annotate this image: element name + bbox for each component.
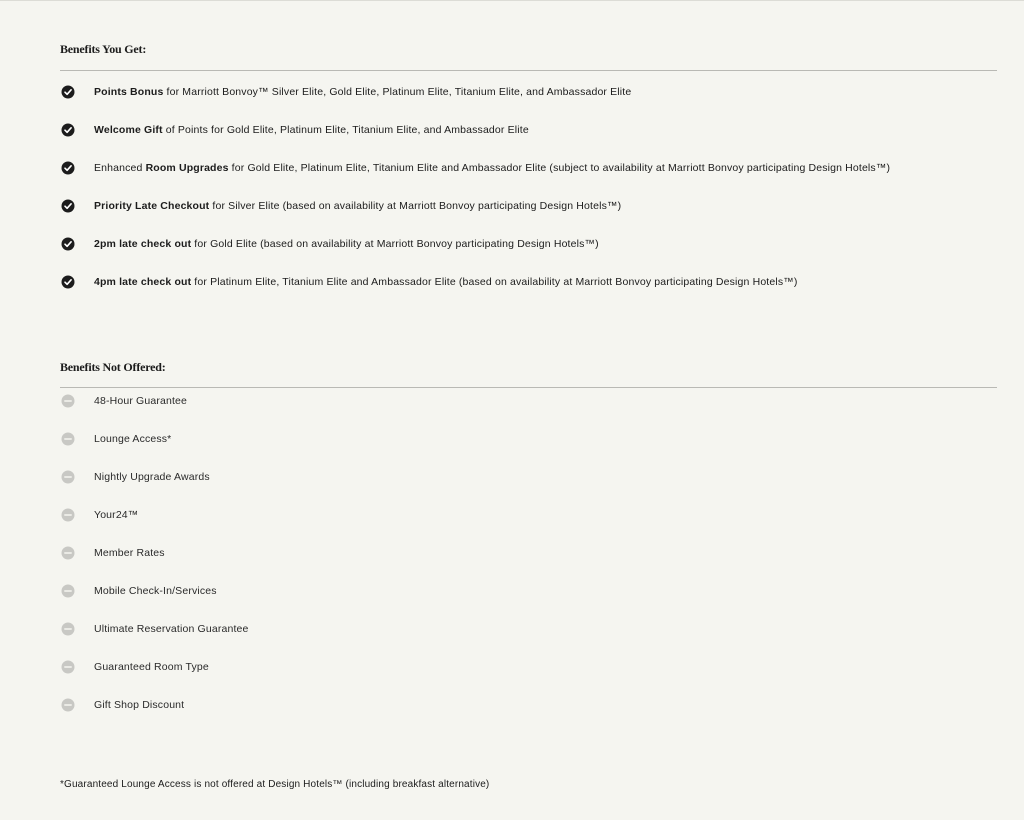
- unavailable-benefit-item: [60, 420, 249, 458]
- benefit-text: Enhanced Room Upgrades for Gold Elite, Platinum Elite, Titanium Elite and Ambassador Elite (subject to availability at Marriott Bonvoy participating Design Hotels™): [94, 162, 891, 174]
- unavailable-benefit-item: [60, 458, 249, 496]
- minus-circle-icon: [61, 660, 75, 674]
- unavailable-benefit-item: [60, 496, 249, 534]
- benefit-item: [60, 225, 890, 263]
- minus-circle-icon: [61, 394, 75, 408]
- unavailable-benefit-item: [60, 686, 249, 724]
- check-circle-icon: [61, 85, 75, 99]
- minus-circle-icon: [61, 584, 75, 598]
- minus-circle-icon: [61, 622, 75, 636]
- minus-circle-icon: [61, 508, 75, 522]
- benefits-offered-heading: Benefits You Get:: [60, 42, 147, 56]
- unavailable-benefit-text: Mobile Check-In/Services: [94, 585, 217, 597]
- benefit-text: Priority Late Checkout for Silver Elite (based on availability at Marriott Bonvoy participating Design Hotels™): [94, 200, 622, 212]
- unavailable-benefit-item: [60, 572, 249, 610]
- unavailable-benefit-text: Lounge Access*: [94, 433, 172, 445]
- unavailable-benefit-text: Gift Shop Discount: [94, 699, 185, 711]
- benefit-text: 4pm late check out for Platinum Elite, Titanium Elite and Ambassador Elite (based on availability at Marriott Bonvoy participating Design Hotels™): [94, 276, 798, 288]
- unavailable-benefit-text: 48-Hour Guarantee: [94, 395, 188, 407]
- benefits-not-offered-heading: Benefits Not Offered:: [60, 360, 166, 374]
- benefits-offered-divider: [60, 70, 997, 71]
- benefit-item: [60, 263, 890, 301]
- benefit-item: [60, 187, 890, 225]
- benefit-text: Points Bonus for Marriott Bonvoy™ Silver Elite, Gold Elite, Platinum Elite, Titanium Elite, and Ambassador Elite: [94, 86, 632, 98]
- unavailable-benefit-text: Member Rates: [94, 547, 165, 559]
- minus-circle-icon: [61, 546, 75, 560]
- minus-circle-icon: [61, 470, 75, 484]
- check-circle-icon: [61, 161, 75, 175]
- check-circle-icon: [61, 123, 75, 137]
- check-circle-icon: [61, 199, 75, 213]
- check-circle-icon: [61, 275, 75, 289]
- minus-circle-icon: [61, 698, 75, 712]
- benefits-not-offered-list: [60, 382, 249, 724]
- unavailable-benefit-item: [60, 382, 249, 420]
- benefit-text: 2pm late check out for Gold Elite (based on availability at Marriott Bonvoy participating Design Hotels™): [94, 238, 599, 250]
- check-circle-icon: [61, 237, 75, 251]
- minus-circle-icon: [61, 432, 75, 446]
- benefit-item: [60, 111, 890, 149]
- benefit-text: Welcome Gift of Points for Gold Elite, Platinum Elite, Titanium Elite, and Ambassador Elite: [94, 124, 529, 136]
- unavailable-benefit-text: Ultimate Reservation Guarantee: [94, 623, 249, 635]
- benefit-item: [60, 73, 890, 111]
- unavailable-benefit-text: Nightly Upgrade Awards: [94, 471, 210, 483]
- lounge-access-footnote: *Guaranteed Lounge Access is not offered at Design Hotels™ (including breakfast alternative): [60, 779, 490, 790]
- unavailable-benefit-item: [60, 610, 249, 648]
- unavailable-benefit-item: [60, 534, 249, 572]
- unavailable-benefit-text: Guaranteed Room Type: [94, 661, 209, 673]
- benefit-item: [60, 149, 890, 187]
- unavailable-benefit-text: Your24™: [94, 509, 139, 521]
- unavailable-benefit-item: [60, 648, 249, 686]
- benefits-offered-list: [60, 73, 890, 301]
